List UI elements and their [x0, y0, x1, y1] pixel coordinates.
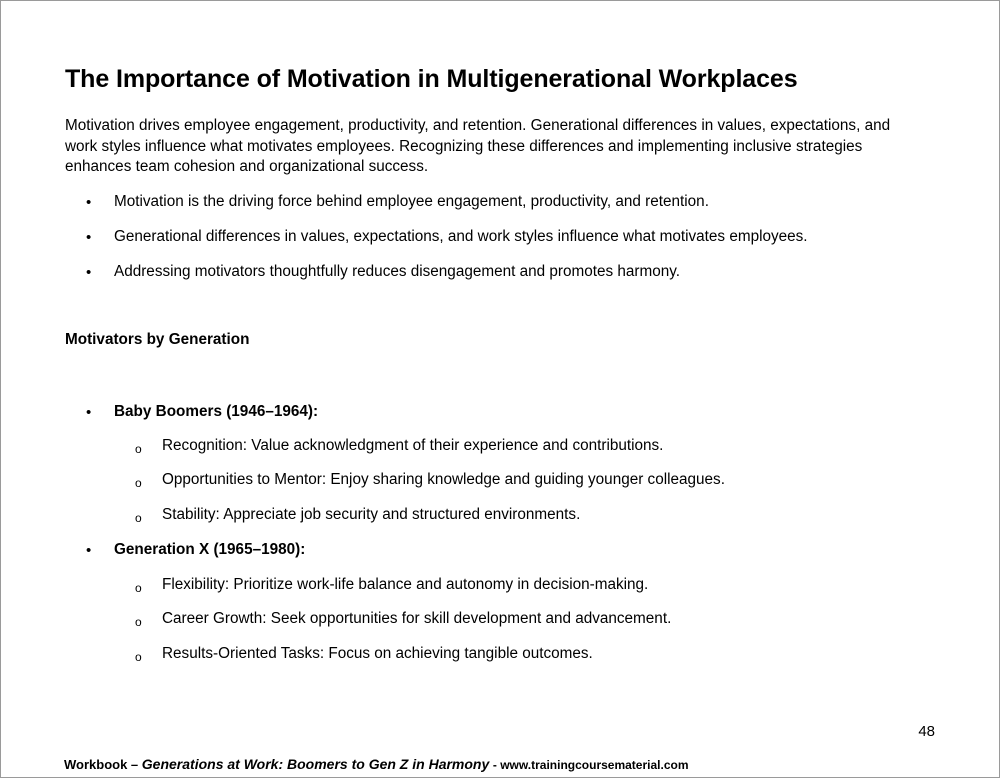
footer-website: - www.trainingcoursematerial.com	[492, 758, 689, 772]
page-number: 48	[918, 723, 935, 740]
sub-list-item-text: Flexibility: Prioritize work-life balance and autonomy in decision-making.	[162, 576, 649, 593]
section-heading: Motivators by Generation	[65, 331, 250, 348]
footer-book-title: Generations at Work: Boomers to Gen Z in Harmony	[141, 756, 490, 772]
list-item-text: Motivation is the driving force behind employee engagement, productivity, and retention.	[114, 193, 709, 210]
bullet-icon: •	[86, 264, 92, 281]
bullet-icon: •	[86, 194, 92, 211]
bullet-icon: •	[86, 404, 92, 421]
bullet-icon: •	[86, 229, 92, 246]
footer	[64, 756, 689, 772]
list-item-text: Addressing motivators thoughtfully reduces disengagement and promotes harmony.	[114, 263, 681, 280]
page-title: The Importance of Motivation in Multigenerational Workplaces	[65, 65, 798, 93]
list-item-text: Generational differences in values, expectations, and work styles influence what motivates employees.	[114, 228, 808, 245]
intro-paragraph: Motivation drives employee engagement, productivity, and retention. Generational differences in values, expectations, and work styles influence what motivates employees. Recognizing these differences and implementing inclusive strategies enhances team cohesion and organizational success.	[65, 117, 891, 175]
generation-label: Baby Boomers (1946–1964):	[114, 403, 319, 420]
sub-list-item-text: Stability: Appreciate job security and structured environments.	[162, 506, 581, 523]
circle-bullet-icon: o	[135, 615, 142, 629]
circle-bullet-icon: o	[135, 581, 142, 595]
bullet-icon: •	[86, 542, 92, 559]
circle-bullet-icon: o	[135, 442, 142, 456]
circle-bullet-icon: o	[135, 511, 142, 525]
sub-list-item-text: Results-Oriented Tasks: Focus on achieving tangible outcomes.	[162, 645, 593, 662]
sub-list-item-text: Opportunities to Mentor: Enjoy sharing knowledge and guiding younger colleagues.	[162, 471, 725, 488]
generation-label: Generation X (1965–1980):	[114, 541, 306, 558]
sub-list-item-text: Career Growth: Seek opportunities for skill development and advancement.	[162, 610, 672, 627]
circle-bullet-icon: o	[135, 476, 142, 490]
sub-list-item-text: Recognition: Value acknowledgment of their experience and contributions.	[162, 437, 664, 454]
circle-bullet-icon: o	[135, 650, 142, 664]
footer-prefix: Workbook –	[64, 757, 139, 772]
